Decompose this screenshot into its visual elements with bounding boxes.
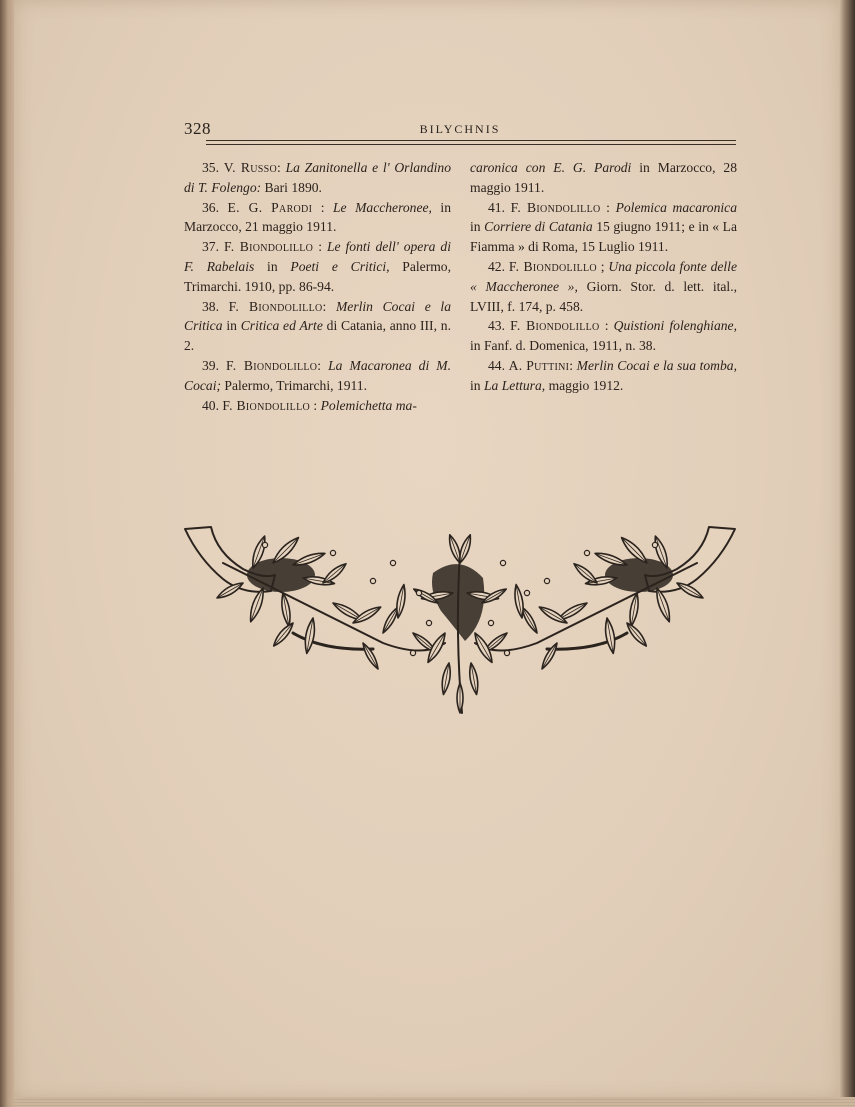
entry-details: in Marzocco, 21 maggio 1911. <box>184 199 452 235</box>
laurel-garland-ornament-icon <box>183 523 737 718</box>
page-header <box>184 119 736 143</box>
bibliography-entry <box>184 158 451 198</box>
entry-publication: La Lettura, <box>483 377 546 393</box>
entry-number: 40. <box>202 397 223 413</box>
left-column <box>184 158 451 415</box>
berry-icon <box>330 550 335 555</box>
running-title: BILYCHNIS <box>419 122 501 136</box>
entry-details: maggio 1912. <box>545 377 624 393</box>
book-page-stack-edge <box>14 1097 855 1107</box>
entry-title: Le fonti dell' opera di F. Rabelais <box>184 239 451 274</box>
entry-details: Giorn. Stor. d. lett. ital., LVIII, f. 174, p. 458. <box>470 278 737 314</box>
entry-details: in Marzocco, 28 maggio 1911. <box>470 160 737 195</box>
entry-connector: in <box>470 219 485 235</box>
berry-icon <box>488 620 493 625</box>
entry-number: 39. <box>202 357 227 373</box>
entry-number: 43. <box>488 318 511 334</box>
entry-title: Merlin Cocai e la sua tomba, <box>576 357 737 373</box>
berry-icon <box>524 590 529 595</box>
entry-separator: : <box>599 318 614 334</box>
bibliography-entry <box>470 198 737 257</box>
bibliography-entry <box>184 198 451 238</box>
berry-icon <box>262 542 267 547</box>
leaf-vein <box>217 583 243 598</box>
entry-number: 37. <box>202 239 224 255</box>
entry-connector: in <box>254 258 291 274</box>
book-right-edge <box>839 0 855 1107</box>
entry-author: F. Biondolillo <box>510 199 601 215</box>
entry-separator: : <box>600 199 616 215</box>
entry-title: La Macaronea di M. Cocai; <box>184 357 452 393</box>
berry-icon <box>504 650 509 655</box>
entry-separator: ; <box>596 258 609 274</box>
entry-title: Quistioni folenghiane, <box>613 318 737 334</box>
bibliography-entry <box>470 257 737 316</box>
entry-details: in Fanf. d. Domenica, 1911, n. 38. <box>470 338 657 354</box>
bibliography-entry <box>470 356 737 396</box>
entry-title: La Zanitonella e l' Orlandino di T. Folengo: <box>184 160 451 195</box>
entry-title: caronica con E. G. Parodi <box>470 160 632 175</box>
entry-separator: : <box>569 357 577 373</box>
leaf-vein <box>574 564 597 583</box>
entry-author: F. Biondolillo <box>510 318 600 334</box>
entry-number: 36. <box>202 199 228 215</box>
berry-icon <box>500 560 505 565</box>
entry-connector: in <box>470 377 484 393</box>
leaf-vein <box>677 583 703 598</box>
berry-icon <box>370 578 375 583</box>
entry-title: Le Maccheronee, <box>332 199 432 215</box>
bibliography-entry <box>184 237 451 296</box>
bibliography-entry <box>184 297 451 356</box>
leaf-vein <box>274 623 293 646</box>
entry-author: F. Biondolillo <box>228 298 323 314</box>
berry-icon <box>652 542 657 547</box>
entry-number: 38. <box>202 298 229 314</box>
entry-details: Bari 1890. <box>261 179 322 195</box>
entry-title: Polemichetta ma- <box>320 397 417 413</box>
entry-connector: in <box>222 318 241 334</box>
entry-author: F. Biondolillo <box>508 258 597 274</box>
entry-separator: : <box>277 160 286 175</box>
bibliography-entry <box>184 396 451 416</box>
page-number: 328 <box>184 119 211 138</box>
leaf-vein <box>363 643 378 669</box>
entry-author: E. G. Parodi <box>227 199 313 215</box>
entry-publication: Corriere di Catania <box>484 219 593 235</box>
berry-icon <box>410 650 415 655</box>
leaf-vein <box>522 607 537 633</box>
entry-title: Polemica macaronica <box>615 199 737 215</box>
entry-details: di Catania, anno III, n. 2. <box>184 318 451 354</box>
header-rule <box>206 140 736 145</box>
berry-icon <box>426 620 431 625</box>
berry-icon <box>416 590 421 595</box>
leaf-vein <box>323 564 346 583</box>
bibliography-entry <box>470 316 737 356</box>
entry-separator: : <box>322 298 336 314</box>
berry-icon <box>584 550 589 555</box>
bibliography-entry-continuation <box>470 158 737 198</box>
entry-separator: : <box>312 199 333 215</box>
entry-details: Palermo, Trimarchi, 1911. <box>221 377 367 393</box>
entry-author: F. Biondolillo <box>223 239 314 255</box>
entry-author: V. Russo <box>223 160 278 175</box>
entry-number: 41. <box>488 199 511 215</box>
entry-publication: Critica ed Arte <box>240 318 323 334</box>
bibliography-entry <box>184 356 451 396</box>
leaf-vein <box>542 643 557 669</box>
entry-separator: : <box>317 357 329 373</box>
berry-icon <box>390 560 395 565</box>
entry-author: A. Puttini <box>508 357 570 373</box>
entry-number: 35. <box>202 160 224 175</box>
entry-author: F. Biondolillo <box>222 397 311 413</box>
entry-number: 44. <box>488 357 509 373</box>
leaf-vein <box>627 623 646 646</box>
entry-author: F. Biondolillo <box>226 357 318 373</box>
entry-title: Una piccola fonte delle « Maccheronee », <box>470 258 737 294</box>
entry-separator: : <box>313 239 327 255</box>
berry-icon <box>544 578 549 583</box>
entry-number: 42. <box>488 258 509 274</box>
entry-title: Merlin Cocai e la Critica <box>184 298 451 334</box>
leaf-vein <box>383 607 398 633</box>
entry-separator: : <box>310 397 321 413</box>
entry-details: 15 giugno 1911; e in « La Fiamma » di Roma, 15 Luglio 1911. <box>470 219 737 255</box>
entry-publication: Poeti e Critici, <box>290 258 390 274</box>
entry-details: Palermo, Trimarchi. 1910, pp. 86-94. <box>184 258 451 294</box>
right-column <box>470 158 737 396</box>
